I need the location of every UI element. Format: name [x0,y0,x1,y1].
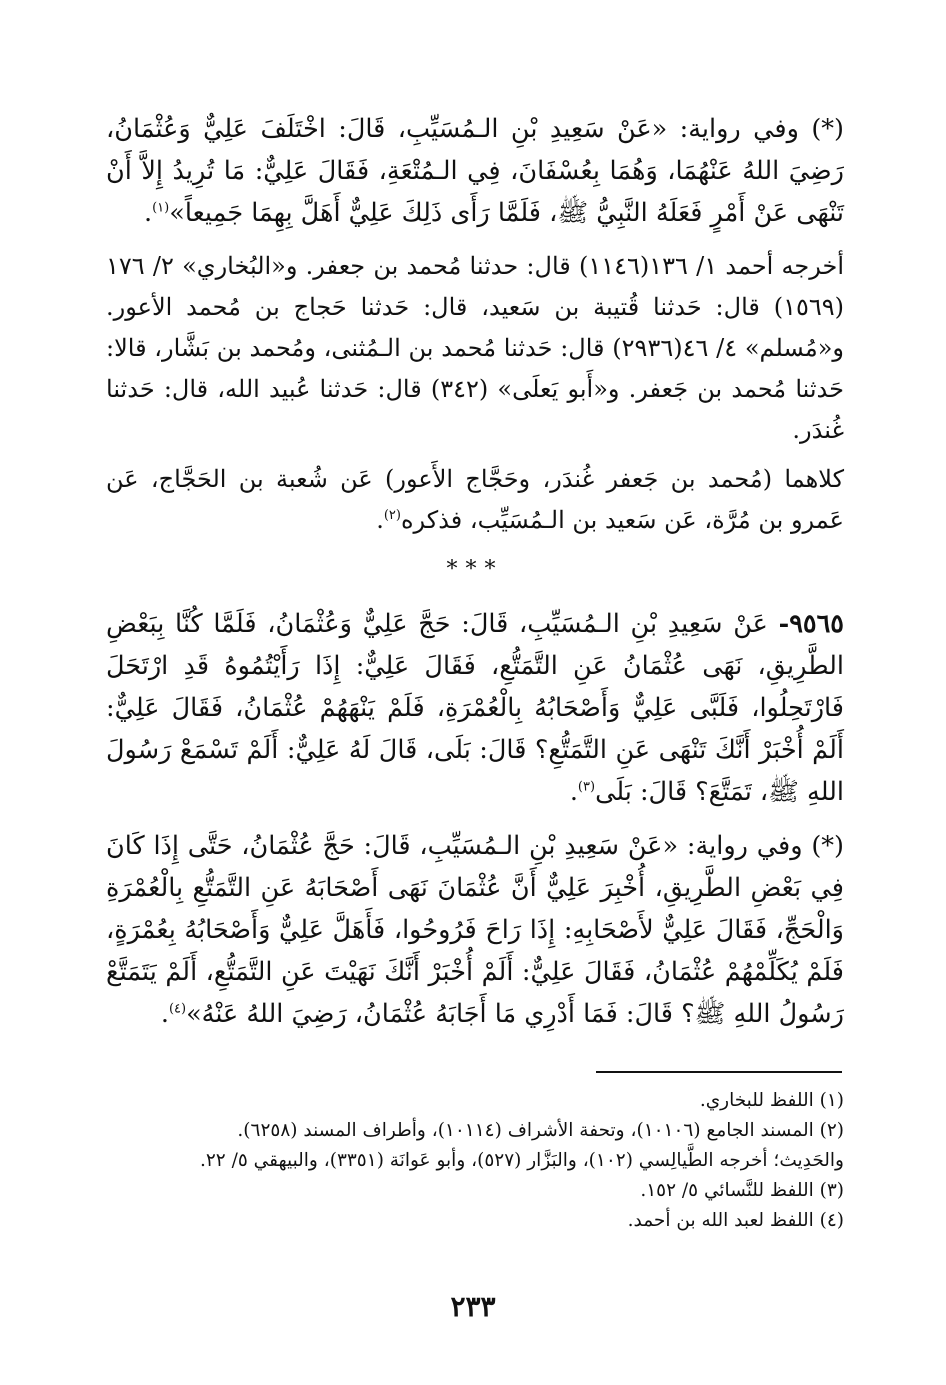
main-text [106,108,844,1047]
footnote-ref-4[interactable]: (٤) [168,1001,187,1017]
footnote-2: (٢) المسند الجامع (١٠١٠٦)، وتحفة الأشراف (١٠١١٤)، وأطراف المسند (٦٢٥٨). [237,1120,844,1141]
paragraph-riwaya-2: (*) وفي رواية: «عَنْ سَعِيدِ بْنِ الـمُسَيِّبِ، قَالَ: حَجَّ عُثْمَانُ، حَتَّى إِذَا كَانَ فِي بَعْضِ الطَّرِيقِ، أُخْبِرَ عَلِيٌّ أَنَّ عُثْمَانَ نَهَى أَصْحَابَهُ عَنِ التَّمَتُّعِ بِالْعُمْرَةِ وَالْحَجِّ، فَقَالَ عَلِيٌّ لأَصْحَابِهِ: إِذَا رَاحَ فَرُوحُوا، فَأَهَلَّ عَلِيٌّ وَأَصْحَابُهُ بِعُمْرَةٍ، فَلَمْ يُكَلِّمْهُمْ عُثْمَانُ، فَقَالَ عَلِيٌّ: أَلَمْ أُخْبَرْ أَنَّكَ نَهَيْتَ عَنِ التَّمَتُّعِ، أَلَمْ يَتَمَتَّعْ رَسُولُ اللهِ ﷺ؟ قَالَ: فَمَا أَدْرِي مَا أَجَابَهُ عُثْمَانُ، رَضِيَ اللهُ عَنْهُ»$^{(٤)}$. [106,831,844,1029]
footnote-2-continued: والحَدِيث؛ أخرجه الطَّيالِسي (١٠٢)، والبَزَّار (٥٢٧)، وأبو عَوانَة (٣٣٥١)، والبيهقي ٥/ ٢٢. [199,1150,844,1171]
hadith-number: ٩٥٦٥- [778,609,844,639]
footnote-ref-2[interactable]: (٢) [383,508,401,523]
footnote-4: (٤) اللفظ لعبد الله بن أحمد. [627,1210,844,1231]
footnote-ref-3[interactable]: (٣) [577,779,596,795]
section-separator: *** [446,557,504,582]
paragraph-riwaya-1: (*) وفي رواية: «عَنْ سَعِيدِ بْنِ الـمُسَيِّبِ، قَالَ: اخْتَلَفَ عَلِيٌّ وَعُثْمَانُ، رَضِيَ اللهُ عَنْهُمَا، وَهُمَا بِعُسْفَانَ، فِي الـمُتْعَةِ، فَقَالَ عَلِيٌّ: مَا تُرِيدُ إِلاَّ أَنْ تَنْهَى عَنْ أَمْرٍ فَعَلَهُ النَّبِيُّ ﷺ، فَلَمَّا رَأَى ذَلِكَ عَلِيٌّ أَهَلَّ بِهِمَا جَمِيعاً»$^{(١)}$. [106,114,844,228]
hadith-9565: ٩٥٦٥- عَنْ سَعِيدِ بْنِ الـمُسَيِّبِ، قَالَ: حَجَّ عَلِيٌّ وَعُثْمَانُ، فَلَمَّا كُنَّا بِبَعْضِ الطَّرِيقِ، نَهَى عُثْمَانُ عَنِ التَّمَتُّعِ، فَقَالَ عَلِيٌّ: إِذَا رَأَيْتُمُوهُ قَدِ ارْتَحَلَ فَارْتَحِلُوا، فَلَبَّى عَلِيٌّ وَأَصْحَابُهُ بِالْعُمْرَةِ، فَلَمْ يَنْهَهُمْ عُثْمَانُ، فَقَالَ عَلِيٌّ: أَلَمْ أُخْبَرْ أَنَّكَ تَنْهَى عَنِ التَّمَتُّعِ؟ قَالَ: بَلَى، قَالَ لَهُ عَلِيٌّ: أَلَمْ تَسْمَعْ رَسُولَ اللهِ ﷺ، تَمَتَّعَ؟ قَالَ: بَلَى$^{(٣)}$. [106,609,844,807]
footnote-3: (٣) اللفظ للنَّسائي ٥/ ١٥٢. [640,1180,844,1201]
footnote-divider [596,1071,842,1073]
footnotes [106,1086,844,1236]
footnote-1: (١) اللفظ للبخاري. [699,1090,844,1111]
paragraph-takhrij: أخرجه أحمد ١/ ١٣٦(١١٤٦) قال: حدثنا مُحمد بن جعفر. و«البُخاري» ٢/ ١٧٦ (١٥٦٩) قال: حَدثنا قُتيبة بن سَعيد، قال: حَدثنا حَجاج بن مُحمد الأعور. و«مُسلم» ٤/ ٤٦(٢٩٣٦) قال: حَدثنا مُحمد بن الـمُثنى، ومُحمد بن بَشَّار، قالا: حَدثنا مُحمد بن جَعفر. و«أَبو يَعلَى» (٣٤٢) قال: حَدثنا عُبيد الله، قال: حَدثنا غُندَر. [106,252,845,444]
footnote-ref-1[interactable]: (١) [152,200,170,216]
paragraph-isnad: كلاهما (مُحمد بن جَعفر غُندَر، وحَجَّاج الأَعور) عَن شُعبة بن الحَجَّاج، عَن عَمرو بن مُرَّة، عَن سَعيد بن الـمُسَيِّب، فذكره$^{(٢)}$. [106,465,844,534]
page-number: ٢٣٣ [450,1290,496,1323]
